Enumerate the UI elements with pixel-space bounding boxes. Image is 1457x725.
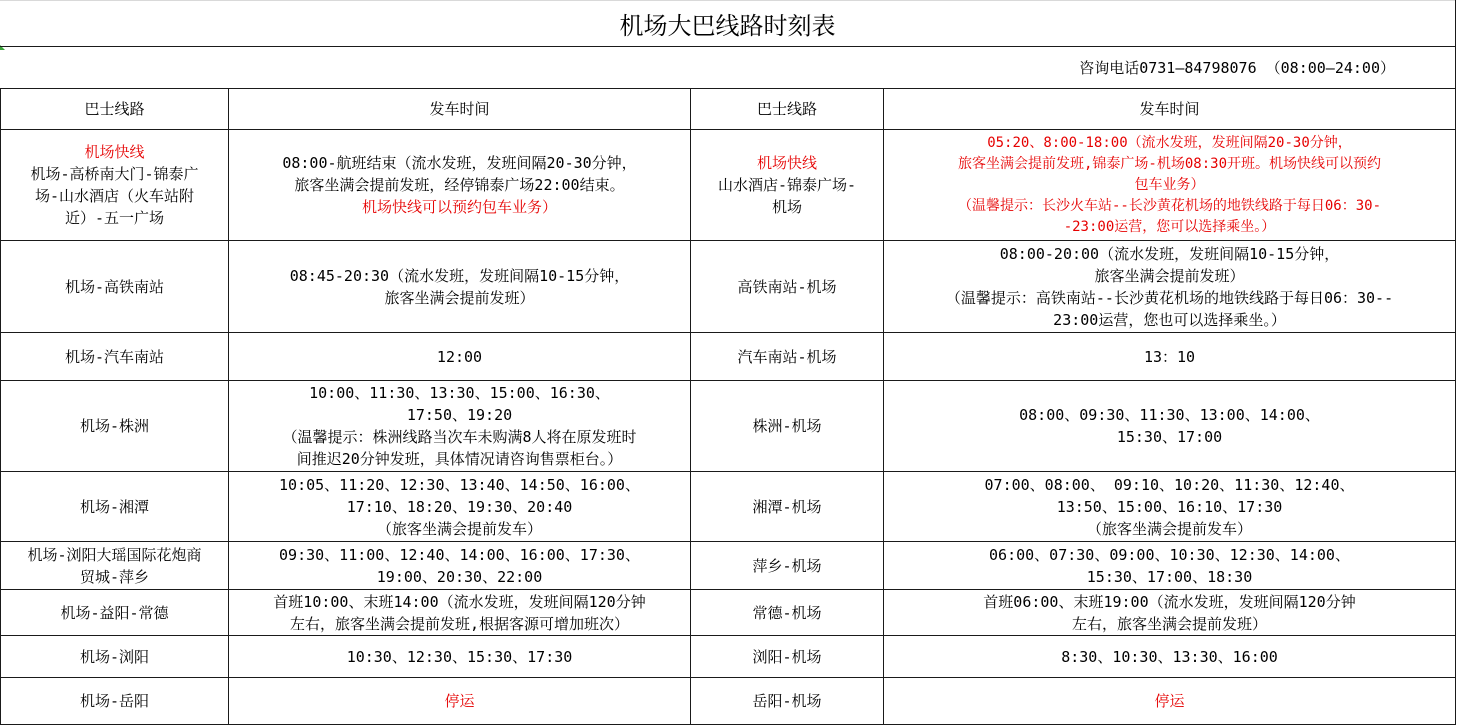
route-line: 机场-高铁南站 bbox=[64, 277, 165, 296]
table-row bbox=[1, 590, 1456, 636]
time-cell bbox=[884, 472, 1456, 542]
time-line: 机场快线可以预约包车业务） bbox=[361, 198, 557, 216]
time-line: 05:20、8:00-18:00（流水发班，发班间隔20-30分钟， bbox=[987, 134, 1352, 151]
table-row bbox=[1, 542, 1456, 590]
time-line: 08:00-航班结束（流水发班，发班间隔20-30分钟， bbox=[282, 154, 637, 172]
time-cell bbox=[884, 381, 1456, 472]
route-cell bbox=[691, 130, 884, 241]
route-cell bbox=[1, 241, 229, 333]
route-cell: 机场-株洲 bbox=[1, 381, 229, 472]
time-line: 19:00、20:30、22:00 bbox=[376, 567, 543, 586]
time-line: -23:00运营，您可以选择乘坐。） bbox=[1063, 218, 1276, 235]
route-line: 贸城-萍乡 bbox=[79, 567, 150, 586]
header-route-right: 巴士线路 bbox=[691, 89, 884, 130]
time-cell bbox=[229, 241, 691, 333]
route-cell: 汽车南站-机场 bbox=[691, 333, 884, 381]
table-row bbox=[1, 381, 1456, 472]
route-cell: 岳阳-机场 bbox=[691, 678, 884, 725]
time-line: 17:50、19:20 bbox=[406, 406, 513, 424]
table-row bbox=[1, 472, 1456, 542]
time-cell: 8:30、10:30、13:30、16:00 bbox=[884, 636, 1456, 678]
route-line: 近）-五一广场 bbox=[64, 209, 165, 227]
route-line: 机场 bbox=[771, 198, 802, 216]
table-row bbox=[1, 333, 1456, 381]
time-cell bbox=[229, 590, 691, 636]
time-line: （温馨提示：高铁南站--长沙黄花机场的地铁线路于每日06：30-- bbox=[945, 288, 1394, 307]
time-line: 旅客坐满会提前发班,锦泰广场-机场08:30开班。机场快线可以预约 bbox=[958, 155, 1381, 172]
time-line: 左右，旅客坐满会提前发班,根据客源可增加班次） bbox=[289, 614, 630, 633]
route-cell: 机场-浏阳 bbox=[1, 636, 229, 678]
time-line: （旅客坐满会提前发车） bbox=[1086, 519, 1252, 538]
time-cell bbox=[884, 130, 1456, 241]
time-line: （温馨提示：长沙火车站--长沙黄花机场的地铁线路于每日06：30- bbox=[958, 197, 1381, 214]
route-cell: 湘潭-机场 bbox=[691, 472, 884, 542]
route-cell bbox=[1, 542, 229, 590]
time-line: 08:00、09:30、11:30、13:00、14:00、 bbox=[1019, 406, 1320, 424]
time-line: 10:00、11:30、13:30、15:00、16:30、 bbox=[309, 384, 610, 402]
time-line: 07:00、08:00、 09:10、10:20、11:30、12:40、 bbox=[984, 475, 1355, 494]
time-line: 旅客坐满会提前发班，经停锦泰广场22:00结束。 bbox=[294, 176, 625, 194]
hotline-text: 咨询电话0731—84798076 （08:00—24:00） bbox=[0, 46, 1455, 88]
route-cell bbox=[691, 241, 884, 333]
bus-timetable bbox=[0, 88, 1456, 725]
time-line: 首班06:00、末班19:00（流水发班，发班间隔120分钟 bbox=[983, 592, 1356, 611]
table-row bbox=[1, 678, 1456, 725]
time-line: 旅客坐满会提前发班） bbox=[384, 288, 535, 307]
time-line: 15:30、17:00、18:30 bbox=[1086, 567, 1253, 586]
time-line: 包车业务） bbox=[1134, 176, 1205, 193]
route-line: 高铁南站-机场 bbox=[737, 277, 837, 296]
time-line: 23:00运营，您也可以选择乘坐。） bbox=[1053, 310, 1286, 329]
route-cell: 浏阳-机场 bbox=[691, 636, 884, 678]
route-cell: 机场-湘潭 bbox=[1, 472, 229, 542]
route-line: 机场-高桥南大门-锦泰广 bbox=[30, 165, 199, 183]
time-cell bbox=[229, 381, 691, 472]
time-cell bbox=[884, 590, 1456, 636]
route-line: 机场快线 bbox=[84, 143, 145, 161]
table-row bbox=[1, 636, 1456, 678]
route-line: 山水酒店-锦泰广场- bbox=[717, 176, 857, 194]
time-line: 15:30、17:00 bbox=[1116, 428, 1223, 446]
time-line: 06:00、07:30、09:00、10:30、12:30、14:00、 bbox=[989, 545, 1350, 564]
time-line: （温馨提示：株洲线路当次车未购满8人将在原发班时 bbox=[282, 428, 637, 446]
route-cell: 机场-汽车南站 bbox=[1, 333, 229, 381]
time-cell bbox=[229, 130, 691, 241]
route-line: 机场快线 bbox=[756, 154, 817, 172]
time-line: 左右，旅客坐满会提前发班） bbox=[1071, 614, 1267, 633]
right-gridline bbox=[1455, 0, 1456, 724]
time-line: 17:10、18:20、19:30、20:40 bbox=[346, 497, 573, 516]
header-time-left: 发车时间 bbox=[229, 89, 691, 130]
status-suspended: 停运 bbox=[884, 678, 1456, 725]
route-line: 机场-浏阳大瑶国际花炮商 bbox=[27, 545, 202, 564]
route-line: 场-山水酒店（火车站附 bbox=[34, 187, 195, 205]
page-title: 机场大巴线路时刻表 bbox=[0, 0, 1455, 47]
time-line: 间推迟20分钟发班，具体情况请咨询售票柜台。） bbox=[296, 450, 623, 468]
time-cell: 13：10 bbox=[884, 333, 1456, 381]
time-cell bbox=[884, 241, 1456, 333]
time-cell: 10:30、12:30、15:30、17:30 bbox=[229, 636, 691, 678]
time-line: 10:05、11:20、12:30、13:40、14:50、16:00、 bbox=[279, 475, 640, 494]
table-row bbox=[1, 130, 1456, 241]
route-cell: 机场-益阳-常德 bbox=[1, 590, 229, 636]
time-cell: 12:00 bbox=[229, 333, 691, 381]
table-row bbox=[1, 241, 1456, 333]
route-cell: 常德-机场 bbox=[691, 590, 884, 636]
time-line: 13:50、15:00、16:10、17:30 bbox=[1056, 497, 1283, 516]
status-suspended: 停运 bbox=[229, 678, 691, 725]
route-cell: 机场-岳阳 bbox=[1, 678, 229, 725]
header-route-left: 巴士线路 bbox=[1, 89, 229, 130]
time-line: 08:45-20:30（流水发班，发班间隔10-15分钟， bbox=[289, 266, 630, 285]
time-line: 09:30、11:00、12:40、14:00、16:00、17:30、 bbox=[279, 545, 640, 564]
time-line: （旅客坐满会提前发车） bbox=[376, 519, 542, 538]
time-line: 08:00-20:00（流水发班，发班间隔10-15分钟， bbox=[999, 244, 1340, 263]
time-cell bbox=[229, 472, 691, 542]
time-cell bbox=[229, 542, 691, 590]
time-cell bbox=[884, 542, 1456, 590]
route-cell: 萍乡-机场 bbox=[691, 542, 884, 590]
time-line: 首班10:00、末班14:00（流水发班，发班间隔120分钟 bbox=[273, 592, 646, 611]
route-cell bbox=[1, 130, 229, 241]
time-line: 旅客坐满会提前发班） bbox=[1094, 266, 1245, 285]
header-row bbox=[1, 89, 1456, 130]
route-cell: 株洲-机场 bbox=[691, 381, 884, 472]
header-time-right: 发车时间 bbox=[884, 89, 1456, 130]
